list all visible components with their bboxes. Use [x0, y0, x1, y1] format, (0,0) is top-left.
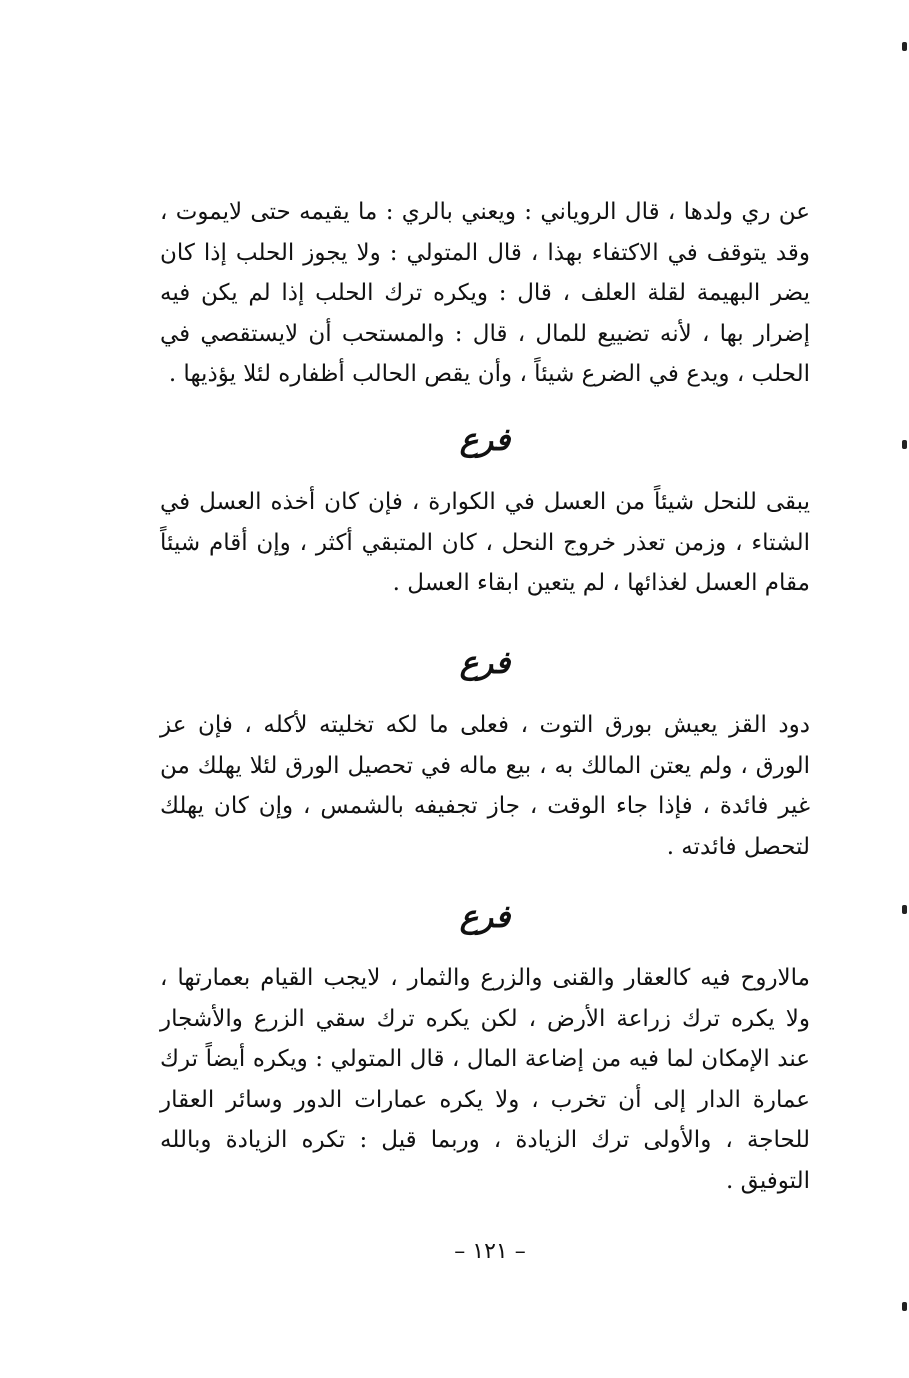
page-number: – ١٢١ –	[454, 1239, 526, 1264]
scan-edge-mark	[902, 42, 907, 51]
paragraph-intro	[160, 192, 810, 395]
scan-edge-mark	[902, 1302, 907, 1311]
scan-edge-mark	[902, 905, 907, 914]
paragraph-bees	[160, 482, 810, 604]
section-heading-3: فرع	[459, 899, 511, 935]
paragraph-text: يبقى للنحل شيئاً من العسل في الكوارة ، فإن كان أخذه العسل في الشتاء ، وزمن تعذر خروج النحل ، كان المتبقي أكثر ، وإن أقام شيئاً مقام العسل لغذائها ، لم يتعين ابقاء العسل .	[160, 489, 810, 596]
paragraph-text: مالاروح فيه كالعقار والقنى والزرع والثمار ، لايجب القيام بعمارتها ، ولا يكره ترك زراعة الأرض ، لكن يكره ترك سقي الزرع والأشجار عند الإمكان لما فيه من إضاعة المال ، قال المتولي : ويكره أيضاً ترك عمارة الدار إلى أن تخرب ، ولا يكره عمارات الدور وسائر العقار للحاجة ، والأولى ترك الزيادة ، وربما قيل : تكره الزيادة وبالله التوفيق .	[160, 965, 810, 1194]
section-heading-2: فرع	[459, 645, 511, 681]
paragraph-text: دود القز يعيش بورق التوت ، فعلى ما لكه تخليته لأكله ، فإن عز الورق ، ولم يعتن المالك به ، بيع ماله في تحصيل الورق لئلا يهلك من غير فائدة ، فإذا جاء الوقت ، جاز تجفيفه بالشمس ، وإن كان يهلك لتحصل فائدته .	[160, 712, 810, 860]
paragraph-property	[160, 958, 810, 1201]
scan-edge-mark	[902, 440, 907, 449]
paragraph-silkworm	[160, 705, 810, 867]
paragraph-text: عن ري ولدها ، قال الروياني : ويعني بالري : ما يقيمه حتى لايموت ، وقد يتوقف في الاكتفاء بهذا ، قال المتولي : ولا يجوز الحلب إذا كان يضر البهيمة لقلة العلف ، قال : ويكره ترك الحلب إذا لم يكن فيه إضرار بها ، لأنه تضييع للمال ، قال : والمستحب أن لايستقصي في الحلب ، ويدع في الضرع شيئاً ، وأن يقص الحالب أظفاره لئلا يؤذيها .	[160, 199, 810, 387]
section-heading-1: فرع	[459, 422, 511, 458]
